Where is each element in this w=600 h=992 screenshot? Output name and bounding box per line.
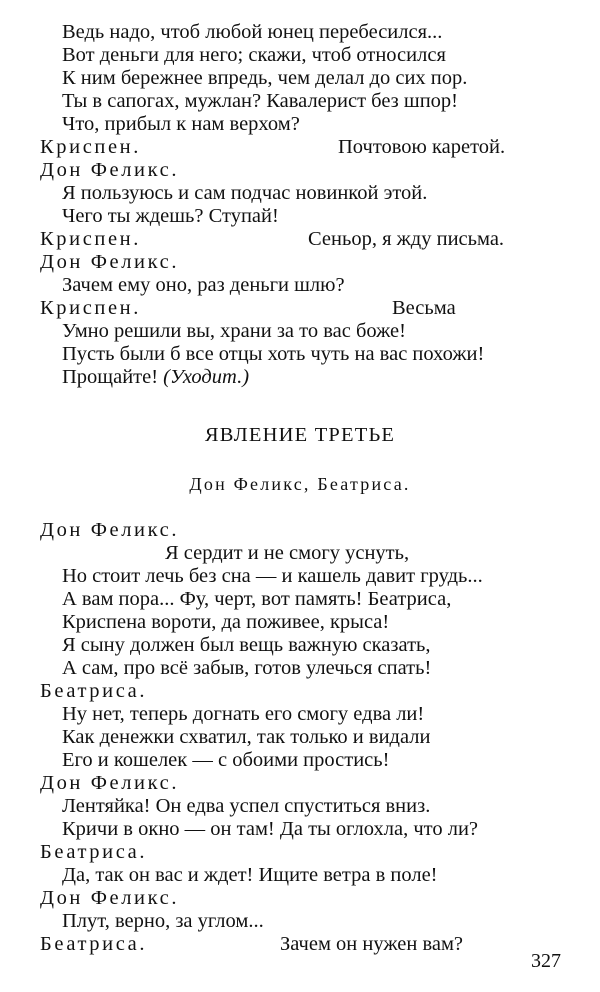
scene-title: ЯВЛЕНИЕ ТРЕТЬЕ	[204, 424, 396, 446]
verse-line	[62, 365, 249, 389]
verse-line: Как денежки схватил, так только и видали	[62, 726, 431, 748]
verse-line: Вот деньги для него; скажи, чтоб относился	[62, 44, 446, 66]
verse-text: Прощайте!	[62, 366, 159, 388]
verse-line: Ну нет, теперь догнать его смогу едва ли!	[62, 703, 425, 725]
speaker-name: Беатриса.	[40, 680, 148, 702]
speaker-name: Криспен.	[40, 228, 141, 250]
verse-line: Что, прибыл к нам верхом?	[62, 113, 300, 135]
speaker-name: Беатриса.	[40, 933, 148, 955]
speaker-name: Дон Феликс.	[40, 519, 180, 541]
verse-cue: Весьма	[392, 297, 456, 319]
speaker-name: Криспен.	[40, 136, 141, 158]
verse-line: А сам, про всё забыв, готов улечься спать!	[62, 657, 432, 679]
verse-line: Криспена вороти, да поживее, крыса!	[62, 611, 390, 633]
verse-line: Ведь надо, чтоб любой юнец перебесился...	[62, 21, 443, 43]
verse-cue: Почтовою каретой.	[338, 136, 506, 158]
speaker-name: Дон Феликс.	[40, 159, 180, 181]
scene-characters: Дон Феликс, Беатриса.	[189, 474, 411, 494]
verse-line: Да, так он вас и ждет! Ищите ветра в поле!	[62, 864, 438, 886]
stage-direction: (Уходит.)	[163, 366, 250, 388]
verse-line: А вам пора... Фу, черт, вот память! Беатриса,	[62, 588, 452, 610]
verse-line: Чего ты ждешь? Ступай!	[62, 205, 279, 227]
verse-line: Ты в сапогах, мужлан? Кавалерист без шпор!	[62, 90, 458, 112]
verse-line: Пусть были б все отцы хоть чуть на вас похожи!	[62, 343, 485, 365]
verse-line: Лентяйка! Он едва успел спуститься вниз.	[62, 795, 431, 817]
verse-line: Умно решили вы, храни за то вас боже!	[62, 320, 406, 342]
verse-line: Зачем ему оно, раз деньги шлю?	[62, 274, 345, 296]
verse-cue: Сеньор, я жду письма.	[308, 228, 505, 250]
verse-line: Кричи в окно — он там! Да ты оглохла, что ли?	[62, 818, 479, 840]
verse-line: Плут, верно, за углом...	[62, 910, 264, 932]
page-number: 327	[531, 950, 561, 972]
verse-line: К ним бережнее впредь, чем делал до сих пор.	[62, 67, 468, 89]
speaker-name: Дон Феликс.	[40, 251, 180, 273]
speaker-name: Дон Феликс.	[40, 772, 180, 794]
verse-line: Но стоит лечь без сна — и кашель давит грудь...	[62, 565, 483, 587]
speaker-name: Дон Феликс.	[40, 887, 180, 909]
verse-cue: Я сердит и не смогу уснуть,	[165, 542, 410, 564]
speaker-name: Криспен.	[40, 297, 141, 319]
verse-cue: Зачем он нужен вам?	[280, 933, 464, 955]
verse-line: Я пользуюсь и сам подчас новинкой этой.	[62, 182, 428, 204]
verse-line: Его и кошелек — с обоими простись!	[62, 749, 390, 771]
verse-line: Я сыну должен был вещь важную сказать,	[62, 634, 431, 656]
speaker-name: Беатриса.	[40, 841, 148, 863]
